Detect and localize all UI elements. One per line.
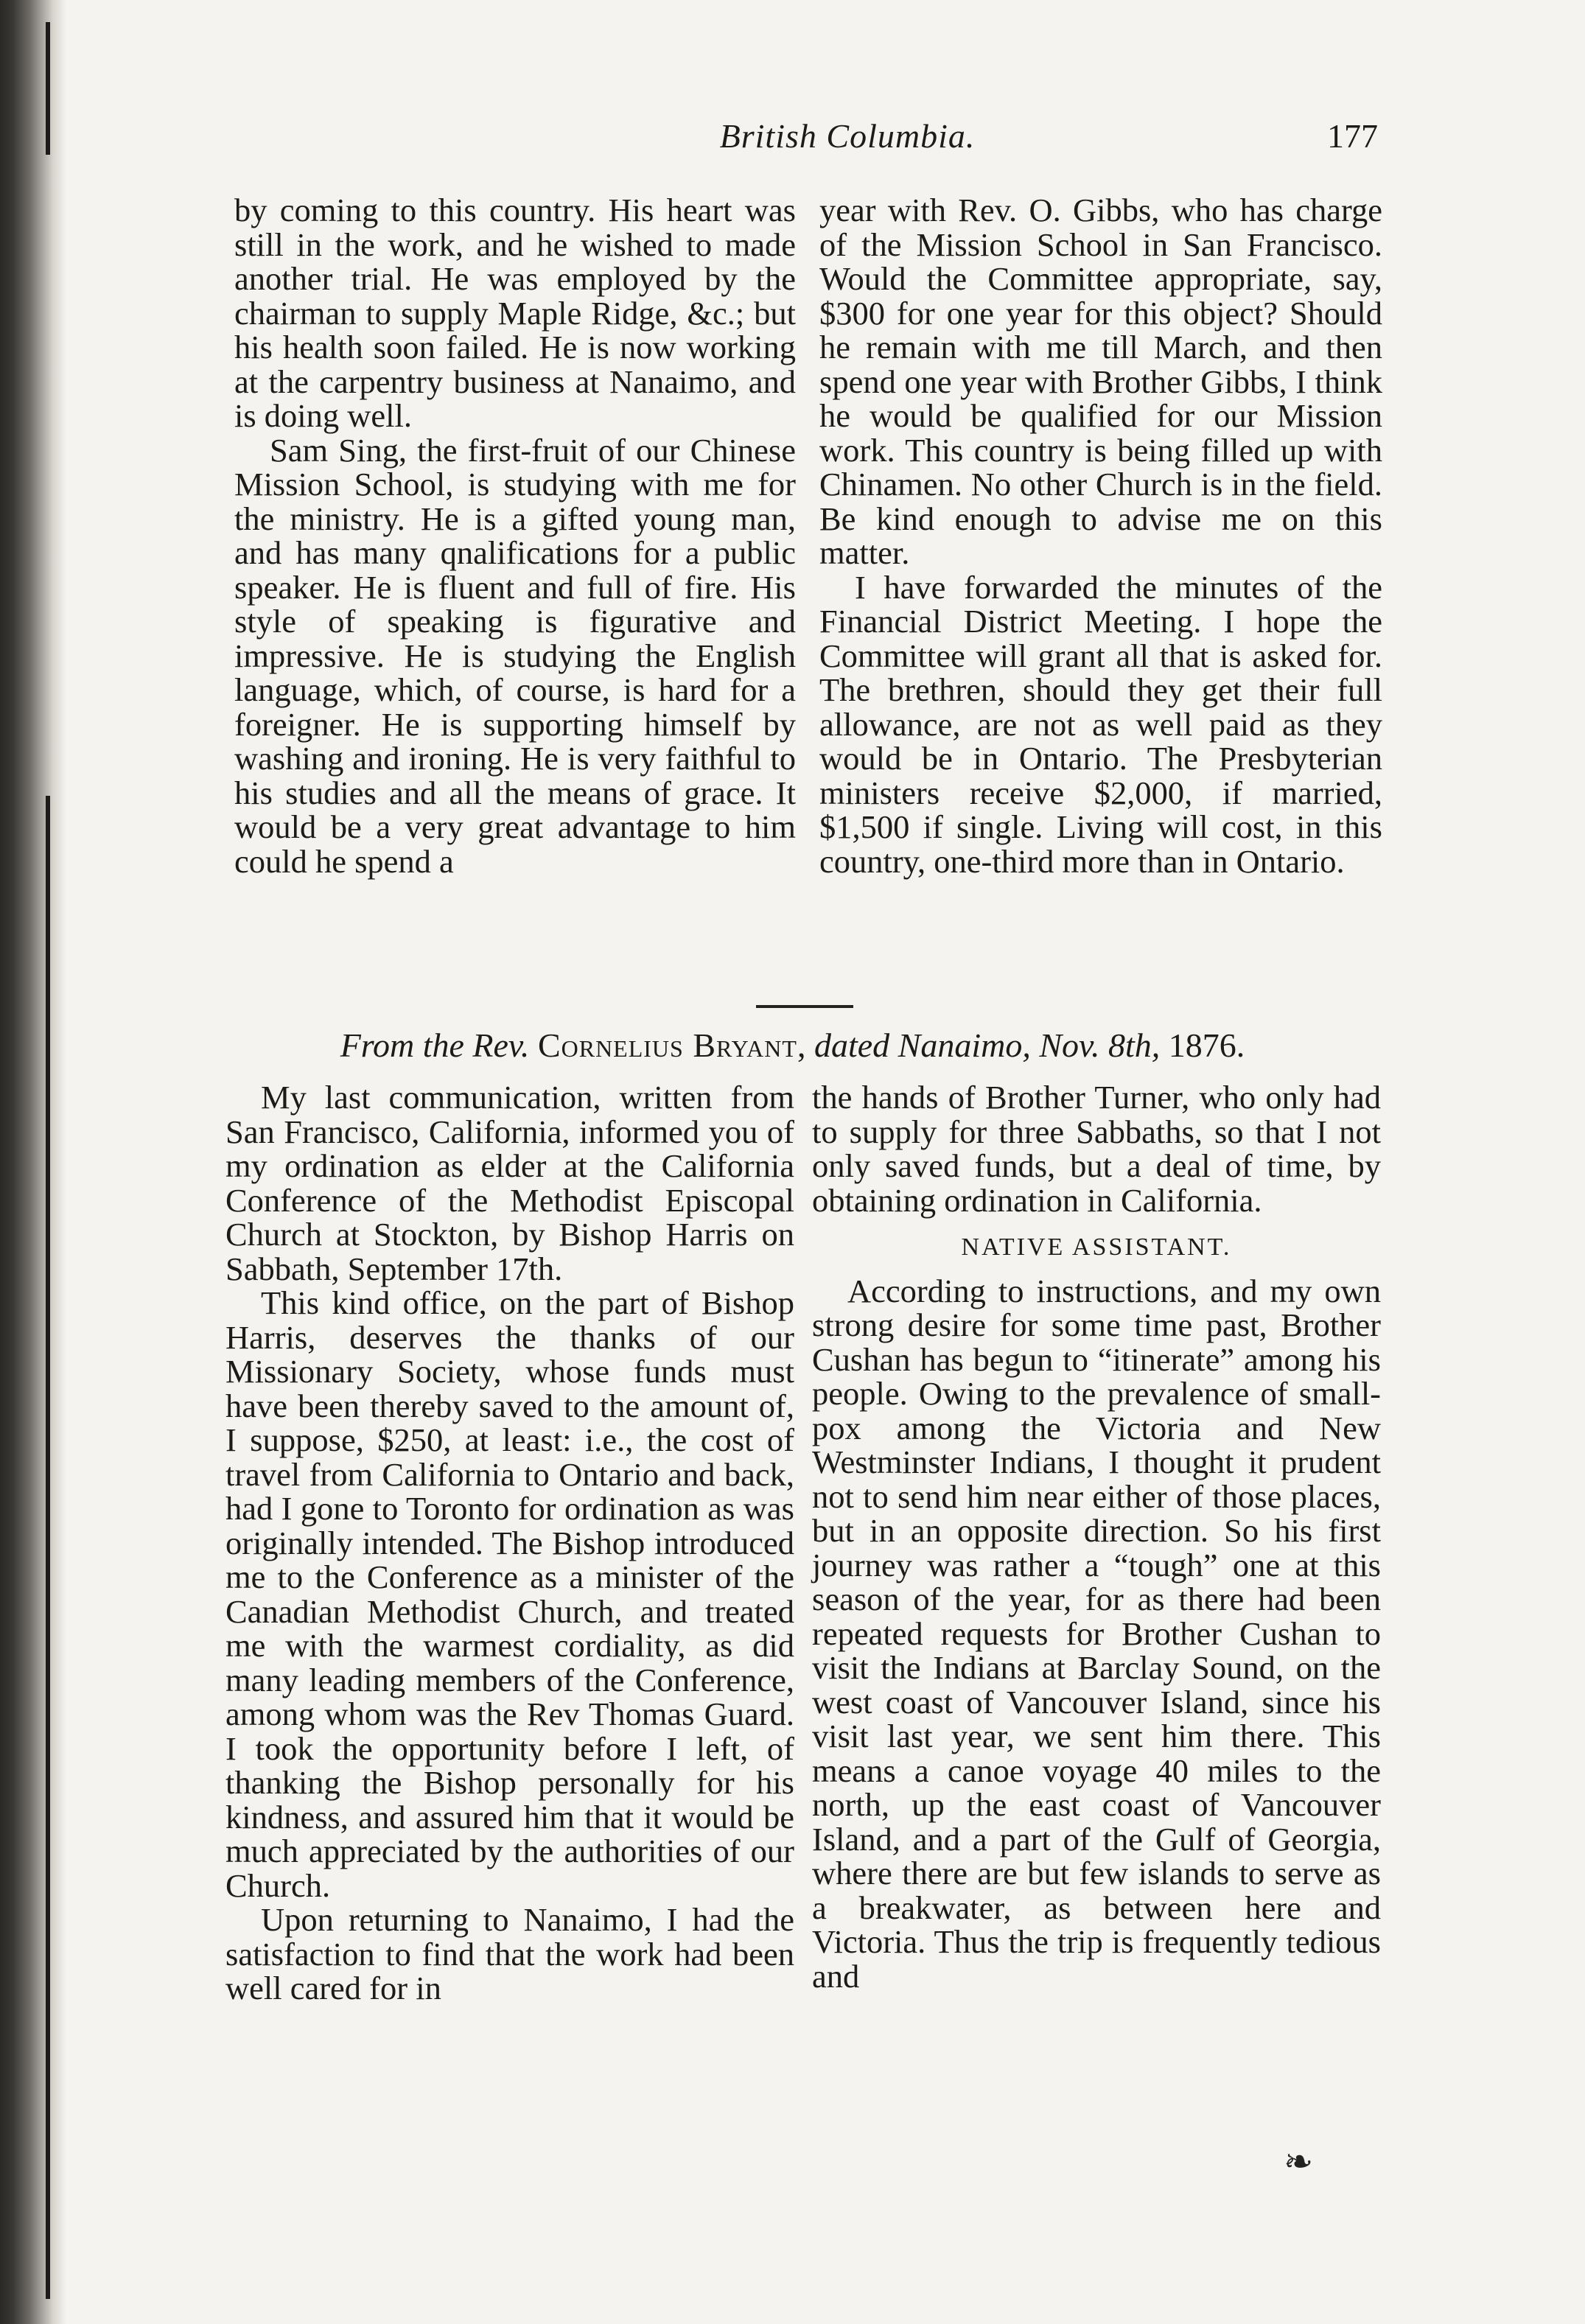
binding-shadow-bottom [46,796,50,2299]
paragraph: year with Rev. O. Gibbs, who has charge of the Mission School in San Francisco. Would the Committee appropriate, say, $300 for one year for this object? Should he remain with me till March, and then spend one year with Brother Gibbs, I think he would be qualified for our Mission work. This country is being filled up with Chinamen. No other Church is in the field. Be kind enough to advise me on this matter. [819,192,1382,571]
running-head [0,116,1585,161]
column-bottom-left [225,1080,794,2006]
dateline-author: Cornelius Bryant [537,1026,797,1064]
binding-edge [0,0,66,2324]
letter-dateline: From the Rev. Cornelius Bryant, dated Nanaimo, Nov. 8th, 1876. [340,1026,1245,1064]
column-bottom-right [812,1080,1381,1993]
dateline-year: 1876. [1168,1026,1245,1064]
paragraph: This kind office, on the part of Bishop Harris, deserves the thanks of our Missionary Society, whose funds must have been thereby saved to the amount of, I suppose, $250, at least: i.e., the cost of travel from California to Ontario and back, had I gone to Toronto for ordination as was originally intended. The Bishop introduced me to the Conference as a minister of the Canadian Methodist Church, and treated me with the warmest cordiality, as did many leading members of the Conference, among whom was the Rev Thomas Guard. I took the opportunity before I left, of thanking the Bishop personally for his kindness, and assured him that it would be much appreciated by the authorities of our Church. [225,1284,794,1904]
paragraph: Upon returning to Nanaimo, I had the satisfaction to find that the work had been well cared for in [225,1901,794,2006]
paragraph: I have forwarded the minutes of the Financial District Meeting. I hope the Committee will grant all that is asked for. The brethren, should they get their full allowance, are not as well paid as they would be in Ontario. The Presbyterian ministers receive $2,000, if married, $1,500 if single. Living will cost, in this country, one-third more than in Ontario. [819,568,1382,880]
paragraph: Sam Sing, the first-fruit of our Chinese Mission School, is studying with me for the ministry. He is a gifted young man, and has many qnalifications for a public speaker. He is fluent and full of fire. His style of speaking is figurative and impressive. He is studying the English language, which, of course, is hard for a foreigner. He is supporting himself by washing and ironing. He is very faithful to his studies and all the means of grace. It would be a very great advantage to him could he spend a [234,431,796,880]
page-number: 177 [1327,117,1378,155]
ink-mark-glyph: ❧ [1284,2143,1314,2182]
dateline-prefix: From the Rev. [340,1026,530,1064]
section-subheading: NATIVE ASSISTANT. [961,1233,1232,1261]
paragraph: by coming to this country. His heart was still in the work, and he wished to made another trial. He was employed by the chairman to supply Maple Ridge, &c.; but his health soon failed. He is now working at the carpentry business at Nanaimo, and is doing well. [234,192,796,434]
running-head-title: British Columbia. [719,117,976,155]
column-top-right [819,193,1382,878]
paragraph: the hands of Brother Turner, who only had to supply for three Sabbaths, so that I not only saved funds, but a deal of time, by obtaining ordination in California. [812,1079,1381,1219]
paragraph: According to instructions, and my own strong desire for some time past, Brother Cushan has begun to “itinerate” among his people. Owing to the prevalence of small-pox among the Victoria and New Westminster Indians, I thought it prudent not to send him near either of those places, but in an opposite direction. So his first journey was rather a “tough” one at this season of the year, for as there had been repeated requests for Brother Cushan to visit the Indians at Barclay Sound, on the west coast of Vancouver Island, since his visit last year, we sent him there. This means a canoe voyage 40 miles to the north, up the east coast of Vancouver Island, and a part of the Gulf of Georgia, where there are but few islands to serve as a breakwater, as between here and Victoria. Thus the trip is frequently tedious and [812,1272,1381,1995]
dateline-dated: dated Nanaimo, Nov. 8th, [814,1026,1161,1064]
column-top-left [234,193,796,878]
paragraph: My last communication, written from San Francisco, California, informed you of my ordination as elder at the California Conference of the Methodist Episcopal Church at Stockton, by Bishop Harris on Sabbath, September 17th. [225,1079,794,1287]
section-divider-rule [756,1005,853,1008]
